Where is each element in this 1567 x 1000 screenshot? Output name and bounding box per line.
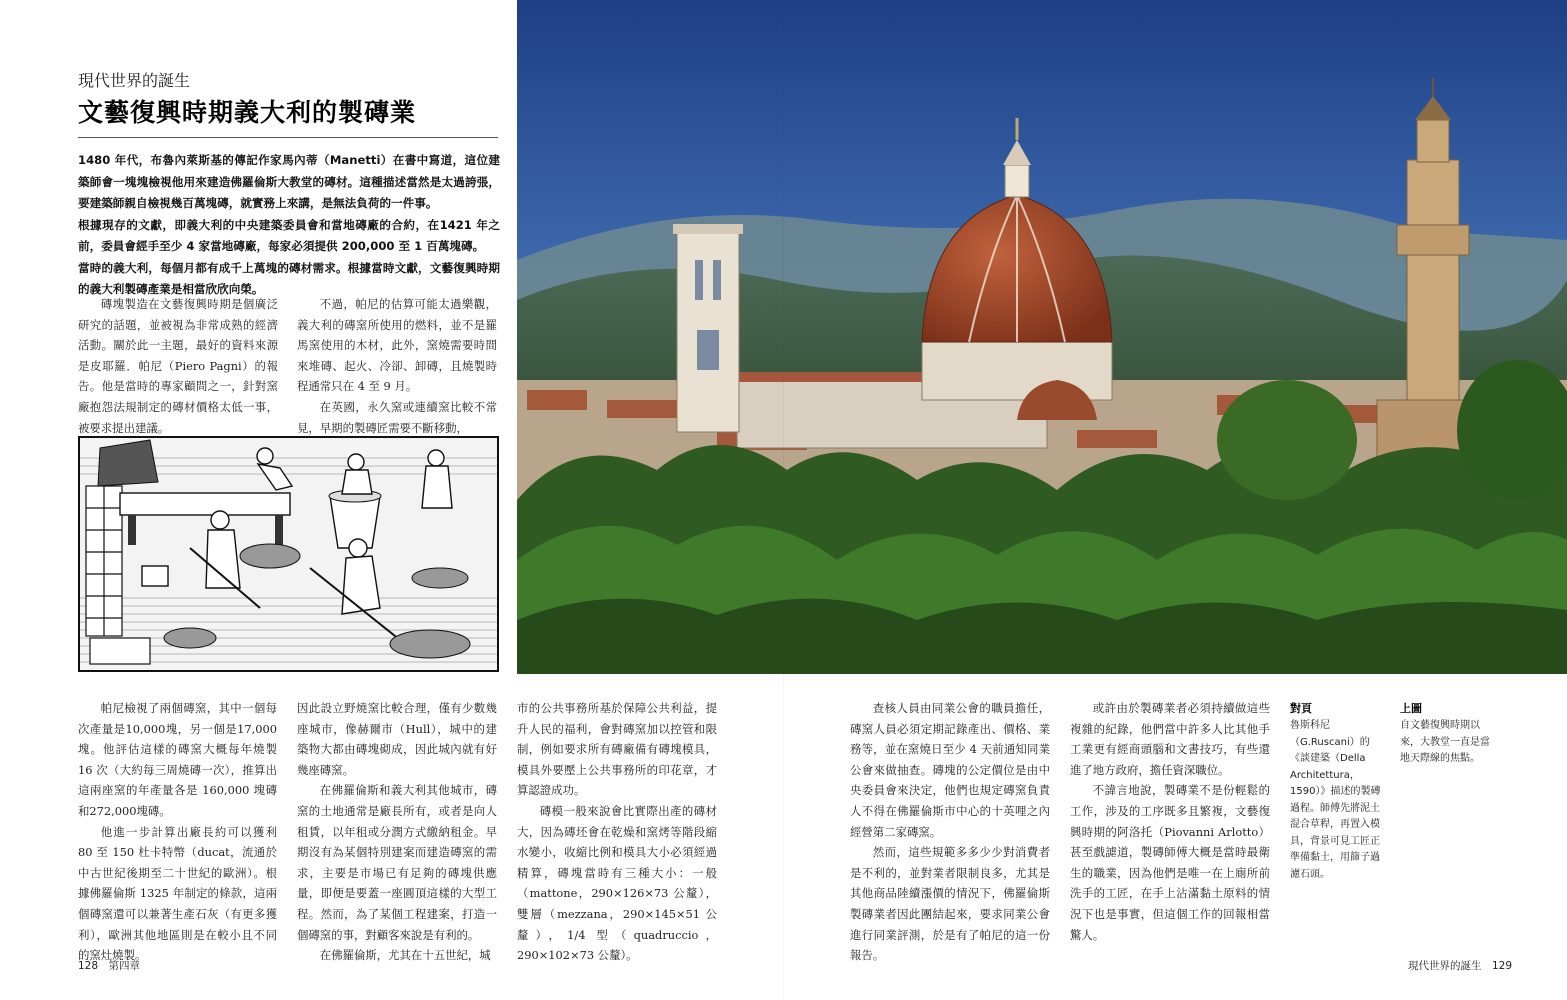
- caption-heading: 上圖: [1400, 702, 1422, 715]
- body-column-1: [78, 698, 277, 966]
- body-paragraph: 然而，這些規範多多少少對消費者是不利的，並對業者限制良多，尤其是其他商品陸續漲價的情況下，佛羅倫斯製磚業者因此團結起來，要求同業公會進行同業評測，於是有了帕尼的這一份報告。: [850, 845, 1050, 963]
- body-paragraph: 在佛羅倫斯，尤其在十五世紀，城: [319, 948, 491, 963]
- caption-text: 自文藝復興時期以來，大教堂一直是當地天際線的焦點。: [1400, 720, 1490, 764]
- body-paragraph: 磚塊製造在文藝復興時期是個廣泛研究的話題，並被視為非常成熟的經濟活動。關於此一主題，最好的資料來源是皮耶羅．帕尼（Piero Pagni）的報告。他是當時的專家顧問之一，針對窯廠抱怨法規制定的磚材價格太低一事，被要求提出建議。: [78, 297, 278, 435]
- body-paragraph: 在英國，永久窯或連續窯比較不常見，早期的製磚匠需要不斷移動，: [297, 399, 497, 435]
- page-title: 文藝復興時期義大利的製磚業: [78, 98, 417, 127]
- caption-heading: 對頁: [1290, 702, 1312, 715]
- body-paragraph: 不諱言地說，製磚業不是份輕鬆的工作，涉及的工序既多且繁複，文藝復興時期的阿洛托（Piovanni Arlotto）甚至戲謔道，製磚師傅大概是當時最衛生的職業，因為他們是唯一在上廁所前洗手的工匠，在手上沾滿黏土原料的情況下也是事實，但這個工作的回報相當驚人。: [1070, 783, 1270, 942]
- body-paragraph: 查核人員由同業公會的職員擔任，磚窯人員必須定期記錄產出、價格、業務等，並在窯燒日至少 4 天前通知同業公會來做抽查。磚塊的公定價位是由中央委員會來決定，他們也規定磚窯負責人不得在佛羅倫斯市中心的十英哩之內經營第二家磚窯。: [850, 701, 1050, 839]
- caption-above-image: [1400, 700, 1496, 768]
- body-column-2: [297, 698, 497, 966]
- body-paragraph: 不過，帕尼的估算可能太過樂觀，義大利的磚窯所使用的燃料，並不是羅馬窯使用的木材，此外，窯燒需要時間來堆磚、起火、冷卻、卸磚，且燒製時程通常只在 4 至 9 月。: [297, 297, 497, 394]
- florence-cathedral-photo: [517, 0, 1567, 674]
- body-paragraph: 或許由於製磚業者必須持續做這些複雜的紀錄，他們當中許多人比其他手工業更有經商頭腦和文書技巧，有些還進了地方政府，擔任資深職位。: [1070, 701, 1270, 777]
- caption-text: 魯斯科尼（G.Ruscani）的《談建築（Della Architettura，1590）》描述的製磚過程。師傅先將泥土混合草稈，再置入模具，背景可見工匠正準備黏土，用篩子過濾石頭。: [1290, 720, 1381, 880]
- brickmaking-woodcut-illustration: [78, 436, 499, 672]
- title-rule: [78, 137, 498, 138]
- florence-skyline-graphic: [517, 0, 1567, 674]
- intro-paragraph: 1480 年代，布魯內萊斯基的傳記作家馬內蒂（Manetti）在書中寫道，這位建築師會一塊塊檢視他用來建造佛羅倫斯大教堂的磚材。這種描述當然是太過誇張，要建築師親自檢視幾百萬塊磚，就實務上來講，是無法負荷的一件事。: [78, 153, 500, 210]
- top-column-left: [78, 294, 278, 438]
- section-kicker: 現代世界的誕生: [78, 71, 191, 90]
- intro-paragraph: 根據現存的文獻，即義大利的中央建築委員會和當地磚廠的合約，在1421 年之前，委員會經手至少 4 家當地磚廠，每家必須提供 200,000 至 1 百萬塊磚。: [78, 217, 500, 253]
- right-page-folio: 現代世界的誕生 129: [1408, 960, 1513, 972]
- body-paragraph: 因此設立野燒窯比較合理，僅有少數幾座城市，像赫爾市（Hull），城中的建築物大都由磚塊砌成，因此城內就有好幾座磚窯。: [297, 701, 497, 777]
- body-paragraph: 他進一步計算出廠長約可以獲利 80 至 150 杜卡特幣（ducat，流通於中古世紀後期至二十世紀的歐洲）。根據佛羅倫斯 1325 年制定的條款，這兩個磚窯還可以兼著生產石灰（有更多獲利），歐洲其他地區則是在較小且不同的窯灶燒製。: [78, 824, 277, 963]
- top-column-right: [297, 294, 497, 438]
- caption-facing-page: [1290, 700, 1386, 883]
- body-paragraph: 在佛羅倫斯和義大利其他城市，磚窯的土地通常是廠長所有，或者是向人租賃，以年租或分潤方式繳納租金。早期沒有為某個特別建案而建造磚窯的需求，主要是市場已有足夠的磚塊供應量，即便是要蓋一座圓頂這樣的大型工程。然而，為了某個工程建案，打造一個磚窯的事，對顧客來說是有利的。: [297, 783, 497, 942]
- body-column-3: [517, 698, 717, 966]
- intro-paragraph: 當時的義大利，每個月都有成千上萬塊的磚材需求。根據當時文獻，文藝復興時期的義大利製磚產業是相當欣欣向榮。: [78, 260, 500, 296]
- body-paragraph: 帕尼檢視了兩個磚窯，其中一個每次產量是10,000塊，另一個是17,000塊。他評估這樣的磚窯大概每年燒製 16 次（大約每三周燒磚一次），推算出這兩座窯的年產量各是 160,000 塊磚和272,000塊磚。: [78, 701, 277, 818]
- book-gutter: [783, 0, 784, 1000]
- intro-block: [78, 150, 500, 301]
- left-page-folio: 128 第四章: [78, 960, 141, 972]
- body-column-4: [850, 698, 1050, 966]
- body-paragraph: 市的公共事務所基於保障公共利益，提升人民的福利，會對磚窯加以控管和限制，例如要求所有磚廠備有磚塊模具，模具外要壓上公共事務所的印花章，才算認證成功。: [517, 701, 717, 798]
- body-column-5: [1070, 698, 1270, 945]
- woodcut-graphic: [80, 438, 497, 670]
- body-paragraph: 磚模一般來說會比實際出產的磚材大，因為磚坯會在乾燥和窯烤等階段縮水變小，收縮比例和模具大小必須經過精算，磚塊當時有三種大小：一般（mattone，290×126×73 公釐），雙層（mezzana，290×145×51 公釐），1/4 型（quadruccio，290×102×73 公釐）。: [517, 803, 717, 963]
